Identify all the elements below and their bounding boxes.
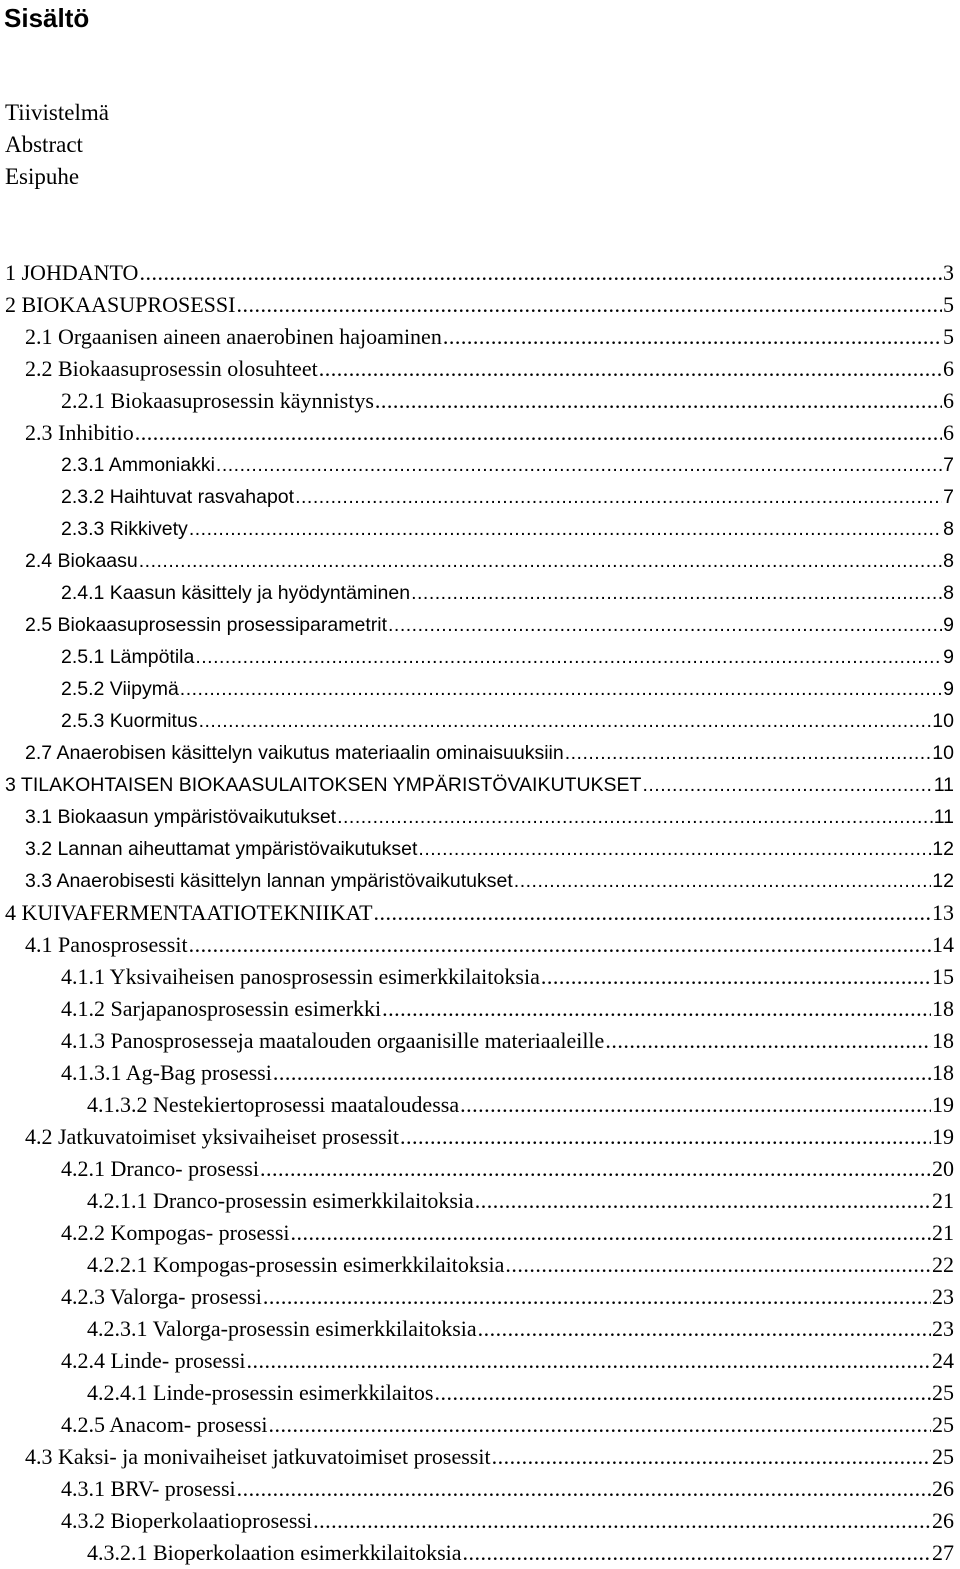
toc-entry[interactable] [0,513,960,545]
toc-dot-leader [541,961,931,993]
toc-entry-page-number: 7 [943,486,954,508]
toc-entry-title: 2.4.1 Kaasun käsittely ja hyödyntäminen [61,582,411,604]
toc-entry[interactable] [0,1089,960,1121]
toc-entry[interactable] [0,705,960,737]
toc-dot-leader [319,353,942,385]
toc-dot-leader [236,289,942,321]
toc-dot-leader [337,801,933,833]
toc-entry-page-number: 18 [932,1028,954,1053]
toc-entry[interactable] [0,609,960,641]
toc-dot-leader [273,1057,931,1089]
toc-entry[interactable] [0,1025,960,1057]
toc-dot-leader [260,1153,931,1185]
toc-entry-page-number: 5 [943,324,954,349]
toc-entry-page-number: 10 [932,710,954,732]
toc-entry[interactable] [0,1057,960,1089]
toc-entry-title: 4 KUIVAFERMENTAATIOTEKNIIKAT [5,900,373,925]
toc-entry-title: 2.7 Anaerobisen käsittelyn vaikutus materiaalin ominaisuuksiin [25,742,564,764]
toc-dot-leader [269,1409,931,1441]
toc-entry-title: 2.5 Biokaasuprosessin prosessiparametrit [25,614,388,636]
toc-entry[interactable] [0,1249,960,1281]
toc-entry-page-number: 21 [932,1188,954,1213]
toc-entry-page-number: 18 [932,1060,954,1085]
toc-entry-title: 2.2 Biokaasuprosessin olosuhteet [25,356,318,381]
toc-entry[interactable] [0,385,960,417]
table-of-contents [0,257,960,1569]
toc-dot-leader [263,1281,931,1313]
toc-entry[interactable] [0,1505,960,1537]
toc-entry[interactable] [0,1313,960,1345]
toc-entry-title: 4.2.5 Anacom- prosessi [61,1412,268,1437]
toc-entry-title: 4.2 Jatkuvatoimiset yksivaiheiset prosessit [25,1124,399,1149]
toc-entry[interactable] [0,993,960,1025]
toc-entry-page-number: 8 [943,518,954,540]
toc-entry-page-number: 19 [932,1124,954,1149]
toc-entry-page-number: 26 [932,1508,954,1533]
toc-entry[interactable] [0,481,960,513]
toc-entry-title: 4.1.2 Sarjapanosprosessin esimerkki [61,996,382,1021]
toc-entry-page-number: 15 [932,964,954,989]
toc-dot-leader [475,1185,931,1217]
toc-dot-leader [434,1377,931,1409]
toc-dot-leader [411,577,942,609]
toc-entry-page-number: 8 [943,550,954,572]
toc-entry-title: 2.3.3 Rikkivety [61,518,188,540]
front-matter-item-tiivistelma[interactable]: Tiivistelmä [5,100,109,125]
toc-entry-title: 3.3 Anaerobisesti käsittelyn lannan ympäristövaikutukset [25,870,513,892]
toc-entry-title: 4.1.3.1 Ag-Bag prosessi [61,1060,272,1085]
toc-entry-title: 4.2.1.1 Dranco-prosessin esimerkkilaitoksia [87,1188,474,1213]
toc-entry-title: 2.2.1 Biokaasuprosessin käynnistys [61,388,374,413]
page-title: Sisältö [4,3,90,33]
toc-dot-leader [291,1217,931,1249]
toc-dot-leader [388,609,942,641]
toc-entry[interactable] [0,1217,960,1249]
toc-entry[interactable] [0,1537,960,1569]
toc-dot-leader [492,1441,931,1473]
toc-dot-leader [135,417,942,449]
toc-dot-leader [565,737,932,769]
toc-entry-title: 3 TILAKOHTAISEN BIOKAASULAITOKSEN YMPÄRISTÖVAIKUTUKSET [5,774,642,796]
toc-entry-title: 4.3.1 BRV- prosessi [61,1476,236,1501]
toc-entry-page-number: 25 [932,1380,954,1405]
toc-entry-page-number: 9 [943,678,954,700]
toc-entry[interactable] [0,545,960,577]
toc-dot-leader [460,1089,931,1121]
toc-entry-page-number: 12 [932,870,954,892]
toc-entry[interactable] [0,1409,960,1441]
toc-entry[interactable] [0,737,960,769]
toc-entry-page-number: 8 [943,582,954,604]
toc-entry-page-number: 26 [932,1476,954,1501]
toc-entry-page-number: 11 [933,774,954,796]
toc-entry-page-number: 27 [932,1540,954,1565]
toc-entry-page-number: 7 [943,454,954,476]
toc-entry-title: 2.3 Inhibitio [25,420,134,445]
toc-entry[interactable] [0,769,960,801]
toc-entry-title: 4.3.2 Bioperkolaatioprosessi [61,1508,313,1533]
toc-entry-page-number: 22 [932,1252,954,1277]
toc-entry-title: 4.2.2.1 Kompogas-prosessin esimerkkilaitoksia [87,1252,505,1277]
toc-entry-page-number: 21 [932,1220,954,1245]
front-matter-list [5,97,109,193]
toc-entry-title: 2.3.1 Ammoniakki [61,454,215,476]
toc-dot-leader [382,993,931,1025]
toc-entry[interactable] [0,1441,960,1473]
toc-dot-leader [180,673,942,705]
toc-entry[interactable] [0,1377,960,1409]
toc-dot-leader [478,1313,931,1345]
toc-entry-page-number: 24 [932,1348,954,1373]
toc-entry-title: 4.2.1 Dranco- prosessi [61,1156,259,1181]
toc-entry-title: 4.2.4.1 Linde-prosessin esimerkkilaitos [87,1380,434,1405]
toc-dot-leader [418,833,931,865]
toc-entry[interactable] [0,1473,960,1505]
toc-entry-title: 2 BIOKAASUPROSESSI [5,292,236,317]
toc-dot-leader [505,1249,931,1281]
toc-entry-page-number: 10 [932,742,954,764]
toc-dot-leader [199,705,932,737]
toc-entry-page-number: 20 [932,1156,954,1181]
toc-entry-title: 4.3.2.1 Bioperkolaation esimerkkilaitoksia [87,1540,462,1565]
toc-entry[interactable] [0,449,960,481]
toc-entry[interactable] [0,353,960,385]
toc-entry[interactable] [0,257,960,289]
toc-entry[interactable] [0,641,960,673]
toc-dot-leader [642,769,932,801]
toc-entry-page-number: 14 [932,932,954,957]
toc-entry-page-number: 9 [943,614,954,636]
toc-entry-page-number: 6 [943,388,954,413]
toc-entry-page-number: 5 [943,292,954,317]
toc-entry[interactable] [0,833,960,865]
front-matter-item-abstract[interactable]: Abstract [5,132,83,157]
toc-entry-title: 4.3 Kaksi- ja monivaiheiset jatkuvatoimiset prosessit [25,1444,491,1469]
toc-dot-leader [216,449,942,481]
toc-dot-leader [463,1537,931,1569]
toc-dot-leader [247,1345,931,1377]
toc-entry[interactable] [0,865,960,897]
toc-entry[interactable] [0,1153,960,1185]
toc-entry-title: 4.2.3.1 Valorga-prosessin esimerkkilaitoksia [87,1316,477,1341]
toc-dot-leader [295,481,942,513]
toc-dot-leader [313,1505,931,1537]
toc-dot-leader [605,1025,931,1057]
toc-entry-title: 4.2.2 Kompogas- prosessi [61,1220,290,1245]
toc-entry-page-number: 23 [932,1316,954,1341]
toc-entry[interactable] [0,321,960,353]
toc-entry[interactable] [0,289,960,321]
toc-dot-leader [514,865,932,897]
toc-dot-leader [189,513,942,545]
toc-entry-page-number: 6 [943,356,954,381]
toc-entry[interactable] [0,961,960,993]
toc-entry-title: 3.1 Biokaasun ympäristövaikutukset [25,806,337,828]
toc-entry-title: 4.1 Panosprosessit [25,932,188,957]
toc-entry-page-number: 23 [932,1284,954,1309]
toc-entry[interactable] [0,577,960,609]
toc-entry-title: 4.1.1 Yksivaiheisen panosprosessin esimerkkilaitoksia [61,964,540,989]
toc-entry[interactable] [0,1345,960,1377]
toc-entry-page-number: 6 [943,420,954,445]
toc-entry-title: 2.5.3 Kuormitus [61,710,198,732]
toc-entry-title: 2.5.1 Lämpötila [61,646,195,668]
toc-dot-leader [400,1121,931,1153]
toc-entry[interactable] [0,417,960,449]
toc-entry-title: 4.2.4 Linde- prosessi [61,1348,246,1373]
toc-entry[interactable] [0,1281,960,1313]
toc-dot-leader [237,1473,931,1505]
toc-dot-leader [189,929,931,961]
toc-entry-page-number: 9 [943,646,954,668]
toc-dot-leader [443,321,942,353]
toc-entry-title: 1 JOHDANTO [5,260,139,285]
toc-entry-page-number: 11 [933,806,954,828]
toc-entry-page-number: 3 [943,260,954,285]
toc-entry[interactable] [0,801,960,833]
toc-dot-leader [375,385,942,417]
toc-dot-leader [195,641,942,673]
front-matter-item-esipuhe[interactable]: Esipuhe [5,164,80,189]
toc-entry[interactable] [0,1121,960,1153]
toc-dot-leader [139,257,942,289]
toc-entry-page-number: 25 [932,1444,954,1469]
toc-entry-title: 2.3.2 Haihtuvat rasvahapot [61,486,295,508]
toc-entry-page-number: 18 [932,996,954,1021]
toc-entry[interactable] [0,1185,960,1217]
toc-entry-page-number: 13 [932,900,954,925]
toc-entry-title: 2.4 Biokaasu [25,550,138,572]
toc-entry-page-number: 12 [932,838,954,860]
toc-entry[interactable] [0,897,960,929]
toc-entry-page-number: 25 [932,1412,954,1437]
toc-entry-title: 4.1.3 Panosprosesseja maatalouden orgaanisille materiaaleille [61,1028,605,1053]
toc-dot-leader [374,897,931,929]
toc-entry-page-number: 19 [932,1092,954,1117]
toc-entry-title: 2.1 Orgaanisen aineen anaerobinen hajoaminen [25,324,442,349]
toc-entry-title: 3.2 Lannan aiheuttamat ympäristövaikutukset [25,838,418,860]
toc-entry[interactable] [0,673,960,705]
toc-entry-title: 4.1.3.2 Nestekiertoprosessi maataloudessa [87,1092,460,1117]
toc-dot-leader [139,545,942,577]
toc-entry-title: 2.5.2 Viipymä [61,678,179,700]
toc-entry-title: 4.2.3 Valorga- prosessi [61,1284,262,1309]
toc-entry[interactable] [0,929,960,961]
